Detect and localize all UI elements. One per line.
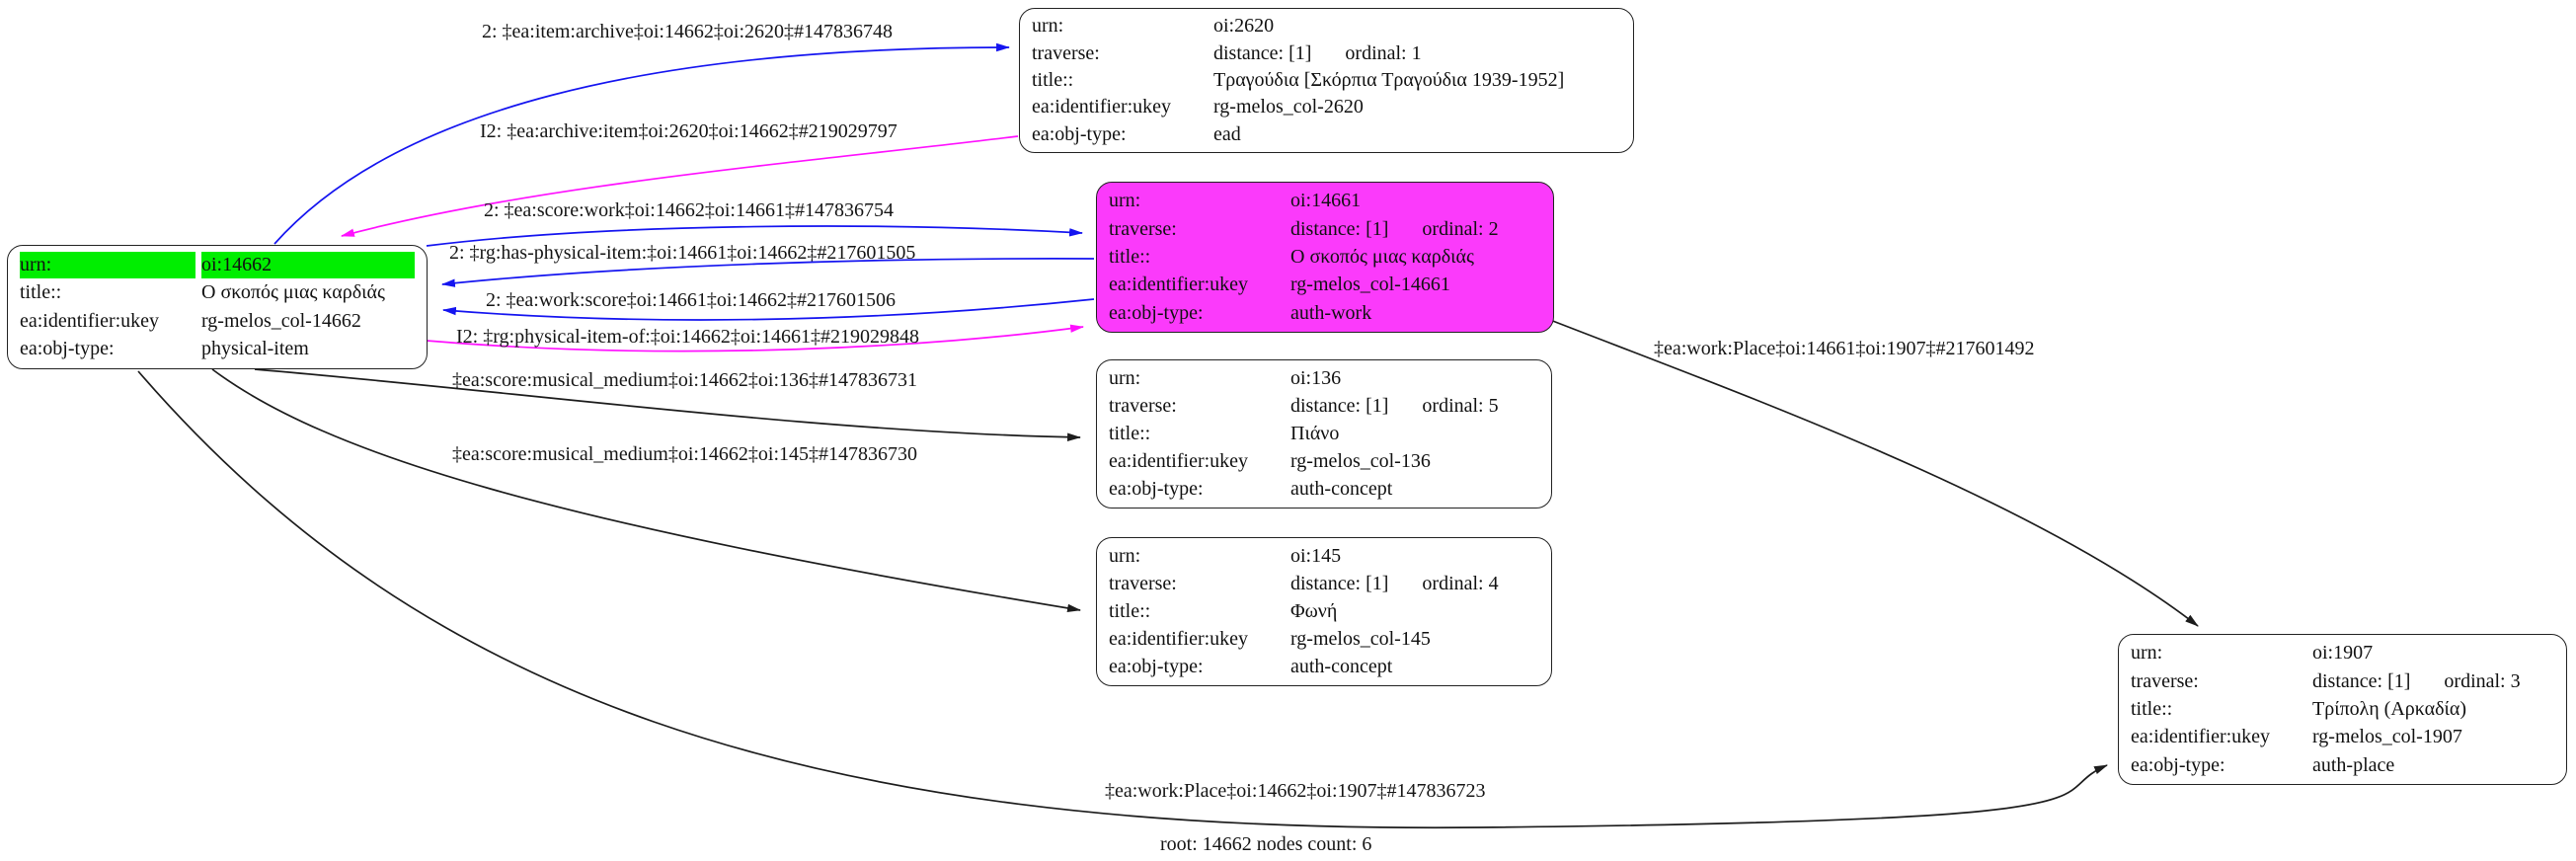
node-row (1097, 421, 1551, 447)
traverse-distance: distance: [1] (1213, 41, 1312, 64)
field-key: traverse: (1109, 573, 1177, 594)
node-row (1097, 272, 1553, 298)
node-row (2119, 696, 2566, 723)
field-value: auth-work (1290, 301, 1372, 324)
field-value: Φωνή (1290, 600, 1338, 622)
field-key: title:: (1109, 245, 1151, 268)
edge-label-score-work: 2: ‡ea:score:work‡oi:14662‡oi:14661‡#147836754 (484, 199, 894, 221)
field-key: ea:obj-type: (20, 338, 115, 360)
field-key: urn: (1032, 15, 1064, 38)
field-key: urn: (1109, 367, 1141, 389)
field-key: ea:identifier:ukey (2131, 726, 2271, 748)
field-key: urn: (2131, 642, 2163, 665)
node-row (1097, 654, 1551, 680)
field-value: oi:136 (1290, 367, 1342, 389)
node-row (1097, 448, 1551, 475)
field-key: traverse: (1032, 41, 1100, 64)
node-oi-14661 (1096, 182, 1554, 333)
field-value: rg-melos_col-14661 (1290, 274, 1450, 296)
node-row (8, 279, 427, 306)
field-key: urn: (1109, 190, 1141, 212)
field-value: auth-concept (1290, 478, 1393, 500)
node-oi-1907 (2118, 634, 2567, 785)
field-value: Πιάνο (1290, 423, 1340, 444)
field-key: ea:obj-type: (1109, 656, 1204, 677)
node-row (1020, 13, 1633, 39)
field-value (1213, 40, 1621, 67)
field-value: ead (1213, 122, 1241, 145)
field-key: title:: (1032, 68, 1074, 91)
edge-work-place-14661 (1550, 320, 2198, 626)
field-key: ea:identifier:ukey (1032, 96, 1172, 118)
field-key: title:: (1109, 423, 1151, 444)
node-row (2119, 640, 2566, 666)
field-value: rg-melos_col-2620 (1213, 96, 1364, 118)
node-row (1097, 300, 1553, 327)
field-key: ea:obj-type: (1109, 301, 1204, 324)
node-oi-14662 (7, 245, 428, 369)
field-key: ea:obj-type: (1032, 122, 1127, 145)
field-key: ea:identifier:ukey (20, 309, 160, 332)
field-key: ea:obj-type: (2131, 753, 2225, 776)
node-row (1020, 40, 1633, 67)
node-row (1097, 543, 1551, 570)
field-key: ea:obj-type: (1109, 478, 1204, 500)
field-value: auth-concept (1290, 656, 1393, 677)
field-value: Τραγούδια [Σκόρπια Τραγούδια 1939-1952] (1213, 68, 1565, 91)
node-row (2119, 668, 2566, 695)
node-row (1097, 188, 1553, 214)
node-row (1097, 216, 1553, 243)
field-value: rg-melos_col-136 (1290, 450, 1431, 472)
node-row (1097, 244, 1553, 271)
node-row (2119, 752, 2566, 779)
node-row (8, 308, 427, 335)
node-row (1097, 571, 1551, 597)
field-value: oi:14661 (1290, 190, 1362, 212)
field-value: Ο σκοπός μιας καρδιάς (1290, 245, 1474, 268)
edge-label-work-score: 2: ‡ea:work:score‡oi:14661‡oi:14662‡#217601506 (486, 289, 896, 311)
field-key: title:: (20, 281, 62, 304)
field-value (2312, 668, 2554, 695)
node-row (1020, 67, 1633, 94)
node-row (1097, 365, 1551, 392)
field-value: Τρίπολη (Αρκαδία) (2312, 697, 2467, 720)
edge-label-work-place-14661: ‡ea:work:Place‡oi:14661‡oi:1907‡#217601492 (1654, 338, 2035, 359)
node-row (2119, 724, 2566, 750)
field-value: oi:2620 (1213, 15, 1275, 38)
field-key: traverse: (1109, 217, 1177, 240)
field-key: ea:identifier:ukey (1109, 450, 1249, 472)
node-row (1020, 121, 1633, 148)
traverse-ordinal: ordinal: 2 (1422, 217, 1499, 240)
field-value: oi:14662 (201, 252, 415, 278)
edge-label-item-archive: 2: ‡ea:item:archive‡oi:14662‡oi:2620‡#147836748 (482, 21, 894, 42)
traverse-distance: distance: [1] (1290, 217, 1389, 240)
graph-root-label: root: 14662 nodes count: 6 (1160, 833, 1372, 855)
field-value: auth-place (2312, 753, 2395, 776)
node-row (1020, 94, 1633, 120)
node-row (8, 252, 427, 278)
edge-label-has-physical-item: 2: ‡rg:has-physical-item:‡oi:14661‡oi:14662‡#217601505 (449, 242, 916, 264)
field-value (1290, 216, 1541, 243)
node-oi-136 (1096, 359, 1552, 509)
node-oi-2620 (1019, 8, 1634, 153)
traverse-ordinal: ordinal: 1 (1345, 41, 1422, 64)
edge-label-work-place-14662: ‡ea:work:Place‡oi:14662‡oi:1907‡#147836723 (1105, 780, 1486, 802)
field-value: physical-item (201, 338, 309, 360)
traverse-ordinal: ordinal: 5 (1422, 395, 1499, 417)
node-row (1097, 626, 1551, 653)
field-key: traverse: (2131, 669, 2199, 692)
field-key: title:: (1109, 600, 1151, 622)
traverse-ordinal: ordinal: 4 (1422, 573, 1499, 594)
field-value: oi:145 (1290, 545, 1342, 567)
field-value: oi:1907 (2312, 642, 2374, 665)
field-value: rg-melos_col-1907 (2312, 726, 2462, 748)
field-key: urn: (20, 252, 195, 278)
field-value (1290, 393, 1539, 420)
edge-label-musical-medium-136: ‡ea:score:musical_medium‡oi:14662‡oi:136‡#147836731 (452, 369, 918, 391)
node-row (8, 336, 427, 362)
field-key: ea:identifier:ukey (1109, 274, 1249, 296)
field-value: rg-melos_col-14662 (201, 309, 361, 332)
field-value: rg-melos_col-145 (1290, 628, 1431, 650)
edge-label-musical-medium-145: ‡ea:score:musical_medium‡oi:14662‡oi:145‡#147836730 (452, 443, 918, 465)
field-key: urn: (1109, 545, 1141, 567)
traverse-distance: distance: [1] (2312, 669, 2411, 692)
field-value: Ο σκοπός μιας καρδιάς (201, 281, 385, 304)
traverse-distance: distance: [1] (1290, 395, 1389, 417)
node-row (1097, 598, 1551, 625)
edge-label-physical-item-of: I2: ‡rg:physical-item-of:‡oi:14662‡oi:14661‡#219029848 (456, 326, 920, 348)
traverse-distance: distance: [1] (1290, 573, 1389, 594)
field-key: ea:identifier:ukey (1109, 628, 1249, 650)
edge-label-archive-item: I2: ‡ea:archive:item‡oi:2620‡oi:14662‡#219029797 (480, 120, 898, 142)
traverse-ordinal: ordinal: 3 (2444, 669, 2521, 692)
field-value (1290, 571, 1539, 597)
field-key: title:: (2131, 697, 2173, 720)
edge-musical-medium-145 (212, 369, 1080, 610)
node-oi-145 (1096, 537, 1552, 686)
node-row (1097, 393, 1551, 420)
node-row (1097, 476, 1551, 503)
field-key: traverse: (1109, 395, 1177, 417)
